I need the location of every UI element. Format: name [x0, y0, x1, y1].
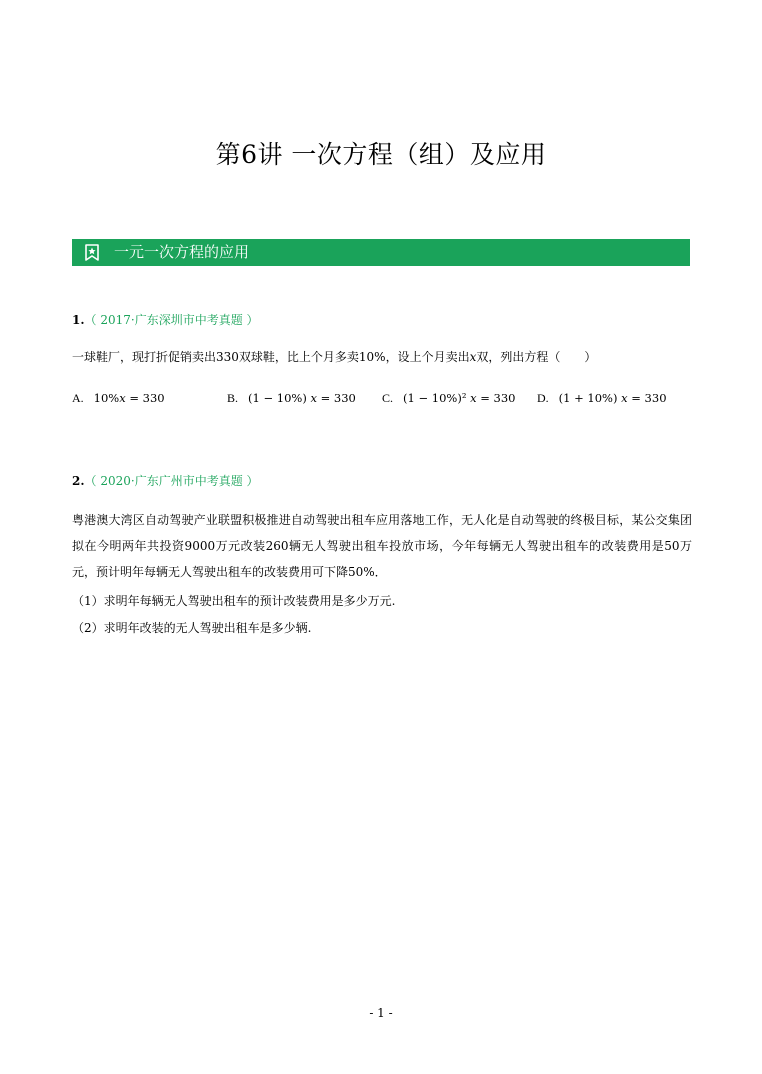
option-c	[382, 389, 515, 407]
option-text: 10%𝑥 = 330	[93, 391, 165, 405]
option-text: (1 − 10%)² 𝑥 = 330	[403, 391, 516, 405]
section-banner	[72, 239, 690, 266]
question-number: 2.	[72, 474, 85, 488]
question-number: 1.	[72, 313, 85, 327]
page-title: 第6讲 一次方程（组）及应用	[215, 140, 547, 169]
question-1-header	[72, 311, 259, 329]
question-2-header	[72, 472, 259, 490]
option-letter: D.	[537, 391, 549, 405]
section-title: 一元一次方程的应用	[114, 243, 250, 261]
sub-question-2: （2）求明年改装的无人驾驶出租车是多少辆.	[72, 621, 312, 635]
option-text: (1 + 10%) 𝑥 = 330	[558, 391, 667, 405]
question-1-stem: 一球鞋厂，现打折促销卖出330双球鞋，比上个月多卖10%，设上个月卖出𝑥双，列出方程（ ）	[72, 350, 597, 364]
option-letter: C.	[382, 391, 394, 405]
question-source: （ 2020·广东广州市中考真题 ）	[84, 474, 259, 488]
option-a	[72, 389, 165, 407]
option-letter: A.	[72, 391, 84, 405]
question-2-stem: 粤港澳大湾区自动驾驶产业联盟积极推进自动驾驶出租车应用落地工作，无人化是自动驾驶的终极目标，某公交集团拟在今明两年共投资9000万元改装260辆无人驾驶出租车投放市场，今年每辆无人驾驶出租车的改装费用是50万元，预计明年每辆无人驾驶出租车的改装费用可下降50%．	[72, 513, 692, 579]
sub-question-1: （1）求明年每辆无人驾驶出租车的预计改装费用是多少万元.	[72, 594, 396, 608]
option-d	[537, 389, 667, 407]
option-b	[227, 389, 356, 407]
option-text: (1 − 10%) 𝑥 = 330	[248, 391, 356, 405]
option-letter: B.	[227, 391, 239, 405]
question-source: （ 2017·广东深圳市中考真题 ）	[84, 313, 259, 327]
page-number: - 1 -	[369, 1006, 393, 1020]
bookmark-star-icon	[84, 244, 100, 262]
